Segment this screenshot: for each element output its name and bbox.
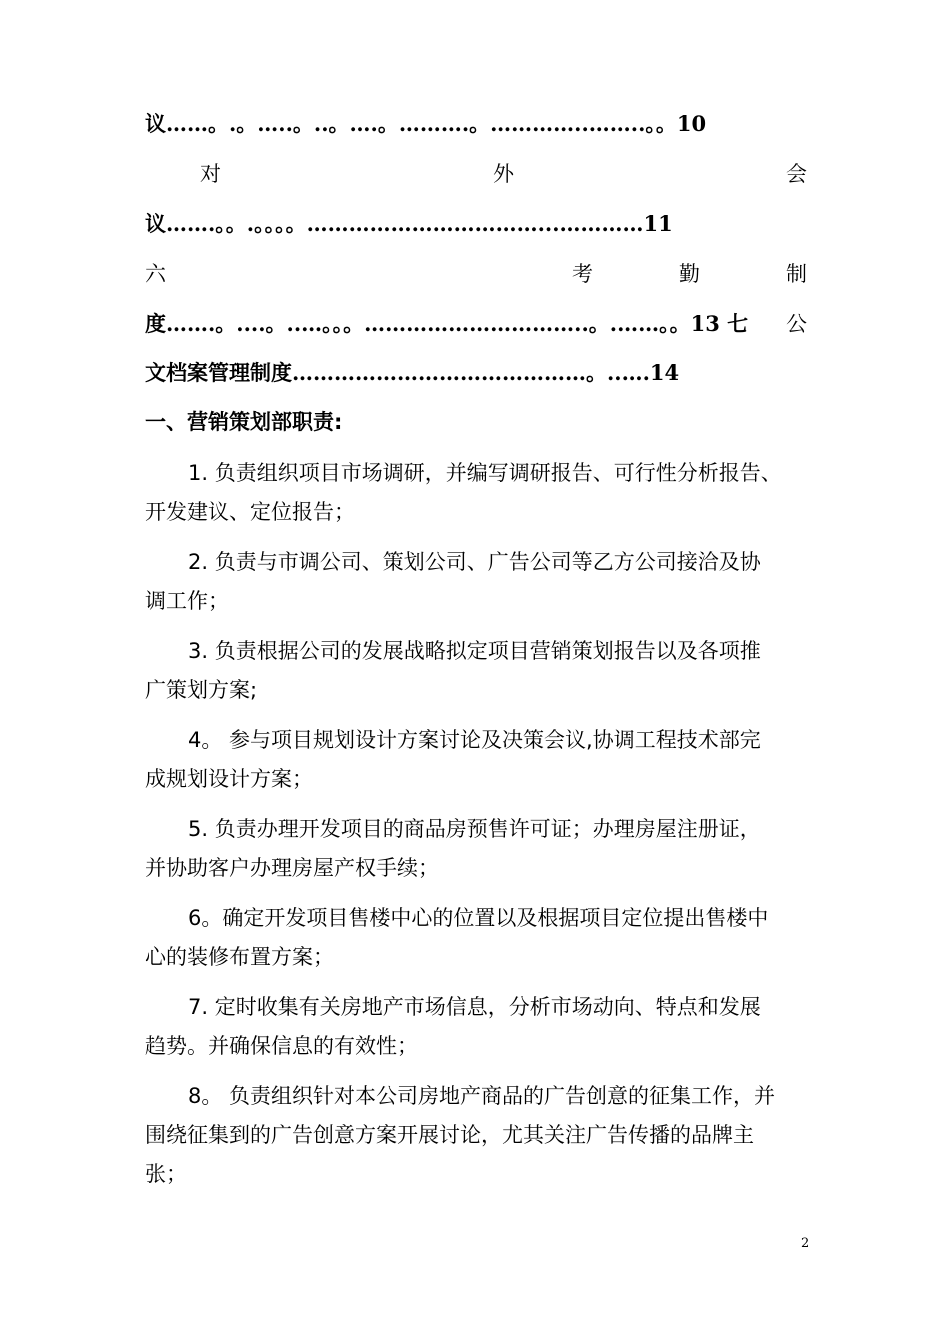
toc-char: 外	[493, 162, 514, 186]
list-item-continuation: 并协助客户办理房屋产权手续；	[145, 856, 439, 880]
toc-char-group	[572, 258, 807, 288]
section-heading: 一、营销策划部职责:	[145, 410, 343, 434]
list-item-continuation: 张；	[145, 1162, 187, 1186]
list-item	[145, 721, 813, 799]
toc-char: 对	[200, 162, 221, 186]
toc-char: 考	[572, 262, 593, 286]
toc-char: 公	[786, 312, 807, 336]
toc-char: 勤	[679, 262, 700, 286]
list-item	[145, 988, 813, 1066]
list-item	[145, 1077, 813, 1194]
toc-char: 制	[786, 262, 807, 286]
toc-entry-attendance-row	[145, 258, 807, 288]
toc-char: 六	[145, 262, 166, 286]
toc-entry-external-row	[145, 158, 807, 188]
toc-entry-external-meeting: 议…….。。.。。。。……………………………...…………11	[145, 211, 673, 236]
list-item-continuation: 广策划方案;	[145, 678, 258, 702]
list-item-first-line: 5. 负责办理开发项目的商品房预售许可证；办理房屋注册证，	[188, 817, 761, 841]
toc-entry-meeting: 议……。.。…..。..。….。……….。…………..……..。。10	[145, 111, 707, 136]
page-number: 2	[801, 1236, 810, 1251]
list-item-continuation: 成规划设计方案；	[145, 767, 313, 791]
list-item-continuation: 围绕征集到的广告创意方案开展讨论，尤其关注广告传播的品牌主	[145, 1123, 754, 1147]
toc-entry-archives: 文档案管理制度……………………………………。..….14	[145, 360, 680, 385]
list-item-continuation: 开发建议、定位报告；	[145, 500, 355, 524]
list-item-first-line: 2. 负责与市调公司、策划公司、广告公司等乙方公司接洽及协	[188, 550, 761, 574]
list-item	[145, 899, 813, 977]
list-item-continuation: 心的装修布置方案；	[145, 945, 334, 969]
list-item	[145, 454, 813, 532]
list-item-first-line: 1. 负责组织项目市场调研，并编写调研报告、可行性分析报告、	[188, 461, 782, 485]
list-item-first-line: 8。 负责组织针对本公司房地产商品的广告创意的征集工作，并	[188, 1084, 776, 1108]
toc-char: 会	[786, 162, 807, 186]
list-item-first-line: 4。 参与项目规划设计方案讨论及决策会议,协调工程技术部完	[188, 728, 761, 752]
list-item	[145, 632, 813, 710]
toc-entry-attendance: 度…….。....。..…。。。…………………………..。.……。。13 七	[145, 311, 749, 336]
list-item-continuation: 趋势。并确保信息的有效性；	[145, 1034, 418, 1058]
list-item	[145, 543, 813, 621]
list-item-first-line: 6。确定开发项目售楼中心的位置以及根据项目定位提出售楼中	[188, 906, 769, 930]
list-item-first-line: 7. 定时收集有关房地产市场信息，分析市场动向、特点和发展	[188, 995, 761, 1019]
list-item	[145, 810, 813, 888]
list-item-continuation: 调工作；	[145, 589, 229, 613]
list-item-first-line: 3. 负责根据公司的发展战略拟定项目营销策划报告以及各项推	[188, 639, 761, 663]
